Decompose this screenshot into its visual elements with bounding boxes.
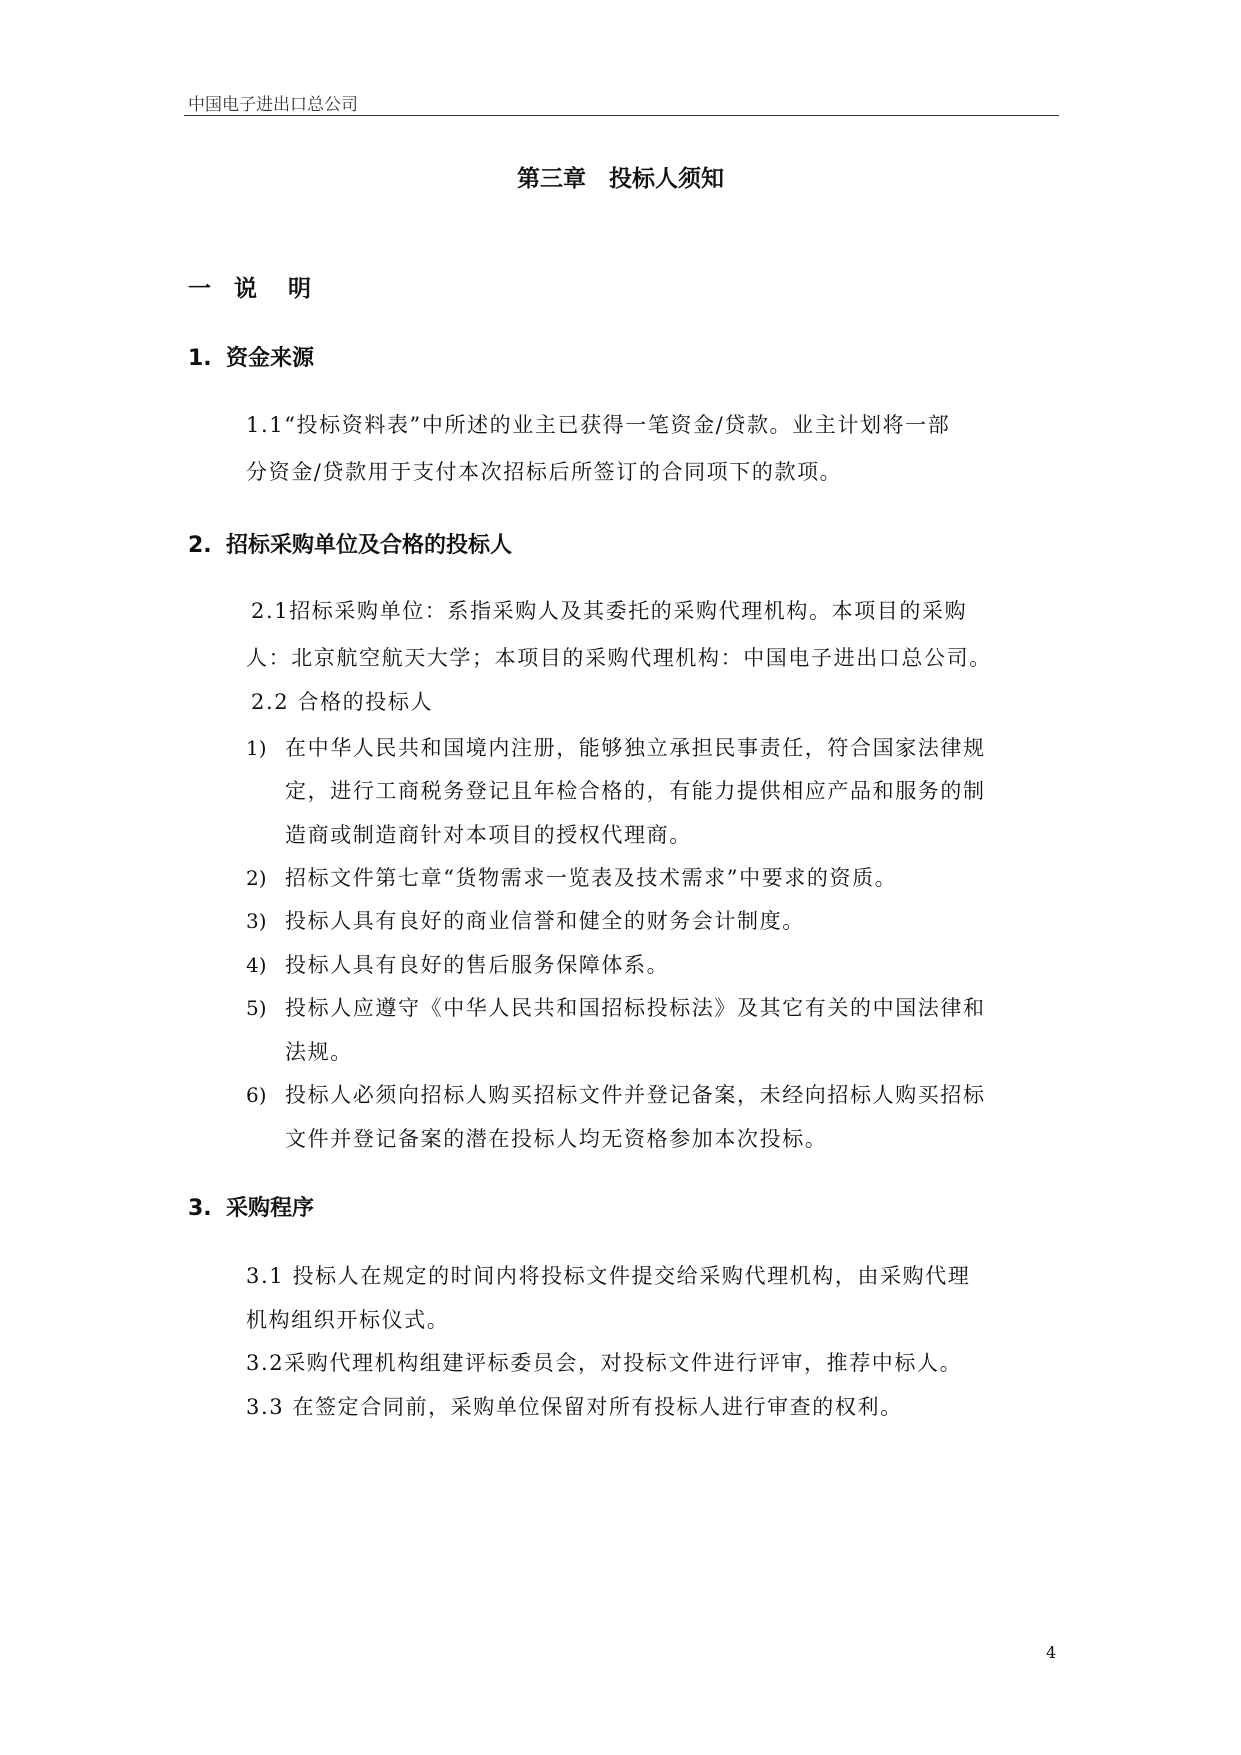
paragraph-2-1-line-2: 人：北京航空航天大学；本项目的采购代理机构：中国电子进出口总公司。 [246,646,992,670]
list-item-line: 造商或制造商针对本项目的授权代理商。 [285,823,692,847]
paragraph-1-1-line-2: 分资金/贷款用于支付本次招标后所签订的合同项下的款项。 [246,460,843,484]
list-item-number: 2) [246,866,267,890]
list-item-line: 招标文件第七章“货物需求一览表及技术需求”中要求的资质。 [285,866,898,890]
section-title: 一 说 明 [188,276,312,302]
header-company-name: 中国电子进出口总公司 [188,95,358,115]
paragraph-3-2: 3.2采购代理机构组建评标委员会，对投标文件进行评审，推荐中标人。 [246,1351,963,1375]
list-item-line: 投标人具有良好的商业信誉和健全的财务会计制度。 [285,909,805,933]
heading-2 [188,528,512,559]
list-item-number: 1) [246,736,267,760]
chapter-title: 第三章 投标人须知 [517,166,724,192]
list-item-line: 定，进行工商税务登记且年检合格的，有能力提供相应产品和服务的制 [285,779,986,803]
heading-number: 1. [188,346,212,371]
heading-number: 3. [188,1196,212,1221]
paragraph-1-1-line-1: 1.1“投标资料表”中所述的业主已获得一笔资金/贷款。业主计划将一部 [246,413,951,437]
list-item-number: 5) [246,996,267,1020]
paragraph-3-3: 3.3 在签定合同前，采购单位保留对所有投标人进行审查的权利。 [246,1395,903,1419]
paragraph-2-2: 2.2 合格的投标人 [251,690,434,714]
list-item-number: 6) [246,1083,267,1107]
paragraph-3-1-line-2: 机构组织开标仪式。 [246,1308,450,1332]
list-item-line: 投标人必须向招标人购买招标文件并登记备案，未经向招标人购买招标 [285,1083,986,1107]
list-item-line: 投标人具有良好的售后服务保障体系。 [285,953,670,977]
list-item-number: 3) [246,909,267,933]
list-item-line: 在中华人民共和国境内注册，能够独立承担民事责任，符合国家法律规 [285,736,986,760]
paragraph-3-1-line-1: 3.1 投标人在规定的时间内将投标文件提交给采购代理机构，由采购代理 [246,1264,971,1288]
list-item-number: 4) [246,953,267,977]
heading-3 [188,1191,314,1222]
paragraph-2-1-line-1: 2.1招标采购单位：系指采购人及其委托的采购代理机构。本项目的采购 [251,599,968,623]
heading-text: 资金来源 [226,346,315,371]
heading-number: 2. [188,533,212,558]
list-item-line: 文件并登记备案的潜在投标人均无资格参加本次投标。 [285,1127,828,1151]
header-divider [184,115,1059,116]
page-number: 4 [1046,1643,1057,1662]
list-item-line: 法规。 [285,1040,353,1064]
list-item-line: 投标人应遵守《中华人民共和国招标投标法》及其它有关的中国法律和 [285,996,986,1020]
heading-text: 采购程序 [226,1196,315,1221]
heading-text: 招标采购单位及合格的投标人 [226,533,513,558]
heading-1 [188,341,314,372]
